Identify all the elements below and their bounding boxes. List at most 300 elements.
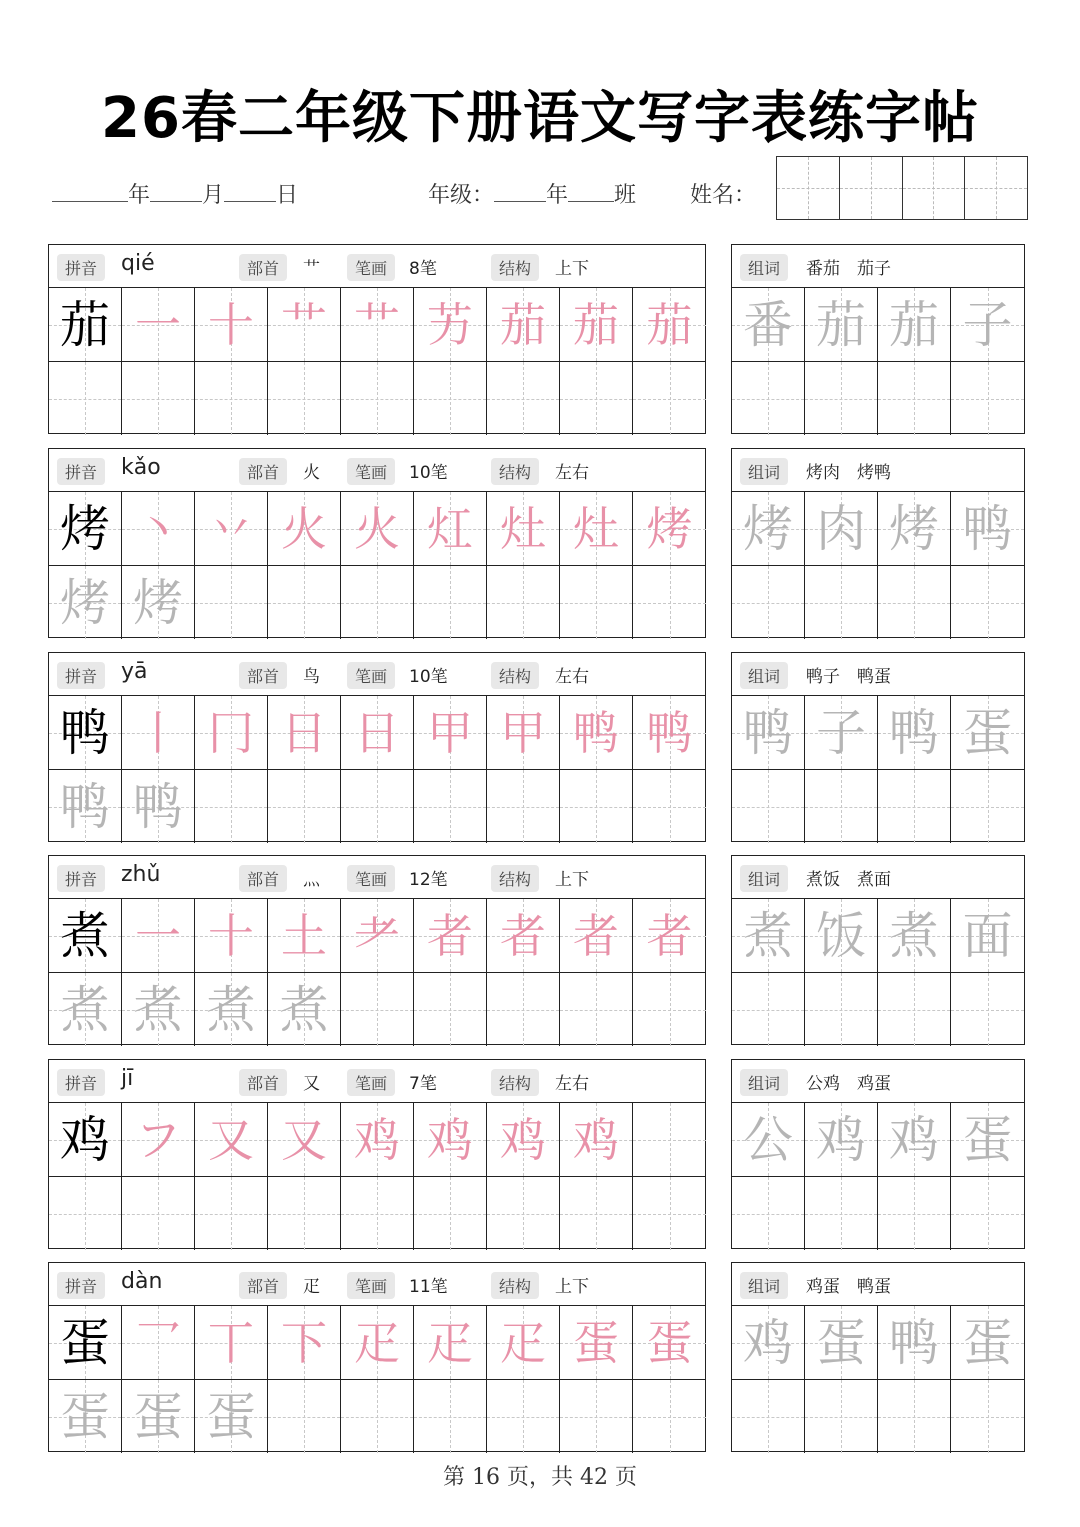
word-trace-cell[interactable] [732, 1306, 805, 1379]
practice-cell[interactable] [268, 1380, 341, 1453]
word-info-bar [732, 653, 1024, 696]
word-trace-cell[interactable] [878, 1103, 951, 1176]
stroke-step-cell[interactable] [633, 492, 706, 565]
practice-cell[interactable] [49, 973, 122, 1046]
model-char-glyph: 鸭 [60, 703, 110, 762]
practice-cell[interactable] [560, 1380, 633, 1453]
stroke-step-cell[interactable] [268, 899, 341, 972]
practice-cell[interactable] [487, 1177, 560, 1250]
word-info-bar [732, 449, 1024, 492]
stroke-step-cell[interactable] [341, 288, 414, 361]
word-practice-cell[interactable] [878, 770, 951, 843]
pinyin-tag: 拼音 [57, 1069, 105, 1096]
stroke-step-cell[interactable] [560, 899, 633, 972]
practice-cell[interactable] [414, 362, 487, 435]
practice-cell[interactable] [414, 1380, 487, 1453]
stroke-step-cell[interactable] [487, 288, 560, 361]
practice-cell[interactable] [268, 973, 341, 1046]
radical-tag: 部首 [239, 458, 287, 485]
char-info-bar [49, 245, 705, 288]
stroke-step-cell-glyph: 甲 [500, 705, 546, 760]
word-trace-cell-glyph: 鸡 [743, 1313, 793, 1372]
char-block-3 [48, 855, 706, 1045]
strokes-tag: 笔画 [347, 1069, 395, 1096]
practice-cell[interactable] [195, 1380, 268, 1453]
practice-cell[interactable] [414, 566, 487, 639]
structure-value: 左右 [555, 667, 589, 687]
words-tag: 组词 [740, 865, 788, 892]
stroke-step-cell[interactable] [487, 492, 560, 565]
practice-cell[interactable] [633, 1380, 706, 1453]
stroke-step-cell[interactable] [633, 696, 706, 769]
word-practice-cell[interactable] [951, 770, 1024, 843]
structure-value: 上下 [555, 259, 589, 279]
word-block-0 [731, 244, 1025, 434]
word-trace-cell-glyph: 公 [743, 1110, 793, 1169]
stroke-step-cell-glyph: 一 [135, 908, 181, 963]
word-info-bar [732, 1263, 1024, 1306]
stroke-step-cell-glyph: 艹 [281, 297, 327, 352]
word-trace-cell[interactable] [878, 899, 951, 972]
practice-cell[interactable] [487, 362, 560, 435]
word-block-3 [731, 855, 1025, 1045]
word-trace-cell[interactable] [805, 492, 878, 565]
practice-cell[interactable] [195, 362, 268, 435]
model-char [49, 696, 122, 769]
word-trace-cell-glyph: 蛋 [962, 703, 1013, 762]
words-tag: 组词 [740, 254, 788, 281]
stroke-step-cell[interactable] [122, 288, 195, 361]
stroke-step-cell-glyph: 一 [135, 297, 181, 352]
word-practice-cell[interactable] [805, 362, 878, 435]
words-tag: 组词 [740, 1272, 788, 1299]
stroke-step-cell[interactable] [414, 492, 487, 565]
month-label: 月 [202, 183, 225, 208]
class-blank[interactable] [568, 181, 614, 202]
stroke-step-cell[interactable] [195, 1306, 268, 1379]
stroke-step-cell[interactable] [341, 899, 414, 972]
stroke-step-cell-glyph: 丷 [208, 501, 254, 556]
char-block-4 [48, 1059, 706, 1249]
model-char-glyph: 烤 [60, 499, 110, 558]
pinyin-tag: 拼音 [57, 1272, 105, 1299]
stroke-step-cell-glyph: 又 [281, 1112, 327, 1167]
stroke-step-cell[interactable] [122, 1103, 195, 1176]
stroke-step-cell-glyph: 耂 [354, 908, 400, 963]
practice-cell[interactable] [122, 1380, 195, 1453]
words-tag: 组词 [740, 458, 788, 485]
practice-cell[interactable] [49, 770, 122, 843]
word-trace-cell[interactable] [805, 899, 878, 972]
stroke-step-cell-glyph: 火 [281, 501, 327, 556]
practice-cell[interactable] [487, 566, 560, 639]
model-char [49, 492, 122, 565]
word-trace-cell-glyph: 蛋 [962, 1313, 1013, 1372]
word-practice-cell[interactable] [732, 566, 805, 639]
practice-cell-glyph: 烤 [60, 573, 110, 632]
pinyin-value: jī [121, 1066, 134, 1091]
practice-cell[interactable] [268, 770, 341, 843]
stroke-step-cell[interactable] [487, 899, 560, 972]
word-trace-cell-glyph: 煮 [743, 906, 793, 965]
practice-cell-glyph: 煮 [279, 980, 329, 1039]
pinyin-tag: 拼音 [57, 254, 105, 281]
word-trace-cell[interactable] [805, 288, 878, 361]
word-trace-cell-glyph: 面 [962, 906, 1013, 965]
practice-cell[interactable] [487, 770, 560, 843]
stroke-step-cell-glyph: 下 [281, 1315, 327, 1370]
word-trace-cell[interactable] [878, 492, 951, 565]
word-info-bar [732, 245, 1024, 288]
stroke-step-cell[interactable] [341, 696, 414, 769]
words-value: 鸡蛋 鸭蛋 [806, 1277, 891, 1297]
practice-cell[interactable] [560, 566, 633, 639]
word-practice-cell[interactable] [732, 770, 805, 843]
stroke-step-cell-glyph: 丅 [208, 1315, 254, 1370]
pinyin-value: dàn [121, 1269, 163, 1294]
char-block-2 [48, 652, 706, 842]
word-trace-cell[interactable] [878, 696, 951, 769]
word-trace-cell[interactable] [951, 1103, 1024, 1176]
structure-tag: 结构 [491, 1272, 539, 1299]
model-char-glyph: 鸡 [60, 1110, 110, 1169]
strokes-tag: 笔画 [347, 1272, 395, 1299]
name-label: 姓名： [690, 183, 757, 208]
stroke-step-cell-glyph: 鸡 [573, 1112, 619, 1167]
stroke-step-cell[interactable] [268, 288, 341, 361]
strokes-value: 10笔 [409, 667, 448, 687]
practice-cell[interactable] [341, 1380, 414, 1453]
word-trace-cell[interactable] [805, 1103, 878, 1176]
grade-fields [428, 178, 636, 209]
word-trace-cell[interactable] [951, 1306, 1024, 1379]
word-trace-cell-glyph: 蛋 [962, 1110, 1013, 1169]
word-trace-cell[interactable] [951, 492, 1024, 565]
practice-cell[interactable] [195, 1177, 268, 1250]
stroke-step-cell[interactable] [414, 1103, 487, 1176]
word-practice-cell[interactable] [732, 1177, 805, 1250]
radical-value: 鸟 [303, 667, 320, 687]
word-practice-cell[interactable] [732, 362, 805, 435]
stroke-step-cell[interactable] [414, 696, 487, 769]
practice-cell[interactable] [268, 566, 341, 639]
stroke-step-cell[interactable] [341, 1306, 414, 1379]
strokes-tag: 笔画 [347, 458, 395, 485]
page-title: 26春二年级下册语文写字表练字帖 [101, 86, 979, 151]
radical-tag: 部首 [239, 1272, 287, 1299]
stroke-step-cell[interactable] [487, 1103, 560, 1176]
char-info-bar [49, 1263, 705, 1306]
practice-cell[interactable] [414, 1177, 487, 1250]
year-label: 年 [128, 183, 151, 208]
word-trace-cell-glyph: 子 [816, 703, 866, 762]
word-trace-cell[interactable] [732, 696, 805, 769]
word-block-4 [731, 1059, 1025, 1249]
word-trace-cell[interactable] [805, 1306, 878, 1379]
practice-cell[interactable] [49, 566, 122, 639]
word-practice-cell[interactable] [805, 566, 878, 639]
year-blank[interactable] [52, 181, 128, 202]
structure-value: 上下 [555, 1277, 589, 1297]
word-practice-cell[interactable] [732, 1380, 805, 1453]
practice-cell[interactable] [341, 973, 414, 1046]
word-practice-cell[interactable] [951, 1380, 1024, 1453]
word-trace-cell-glyph: 鸡 [889, 1110, 939, 1169]
stroke-step-cell-glyph: 乛 [135, 1315, 181, 1370]
stroke-step-cell[interactable] [122, 899, 195, 972]
words-value: 烤肉 烤鸭 [806, 463, 891, 483]
char-block-0 [48, 244, 706, 434]
day-label: 日 [276, 183, 299, 208]
words-tag: 组词 [740, 662, 788, 689]
stroke-step-cell-glyph: 灴 [427, 501, 473, 556]
stroke-step-cell[interactable] [195, 492, 268, 565]
stroke-step-cell[interactable] [414, 899, 487, 972]
practice-cell[interactable] [268, 362, 341, 435]
word-block-2 [731, 652, 1025, 842]
practice-cell[interactable] [122, 566, 195, 639]
word-trace-cell[interactable] [732, 1103, 805, 1176]
stroke-step-cell[interactable] [560, 1103, 633, 1176]
word-info-bar [732, 1060, 1024, 1103]
strokes-value: 12笔 [409, 870, 448, 890]
word-trace-cell-glyph: 饭 [816, 906, 866, 965]
char-info-bar [49, 1060, 705, 1103]
practice-cell-glyph: 煮 [60, 980, 110, 1039]
practice-cell[interactable] [560, 362, 633, 435]
word-practice-cell[interactable] [951, 1177, 1024, 1250]
practice-cell[interactable] [560, 1177, 633, 1250]
practice-cell[interactable] [195, 770, 268, 843]
practice-cell[interactable] [633, 770, 706, 843]
stroke-step-cell-glyph: 灶 [573, 501, 619, 556]
word-trace-cell[interactable] [805, 696, 878, 769]
page-footer: 第 16 页，共 42 页 [443, 1465, 637, 1490]
stroke-step-cell-glyph: 鸡 [500, 1112, 546, 1167]
stroke-step-cell[interactable] [633, 288, 706, 361]
practice-cell[interactable] [633, 566, 706, 639]
stroke-step-cell-glyph: 甲 [427, 705, 473, 760]
practice-cell[interactable] [633, 973, 706, 1046]
stroke-step-cell[interactable] [268, 1306, 341, 1379]
practice-cell[interactable] [122, 770, 195, 843]
pinyin-tag: 拼音 [57, 458, 105, 485]
word-trace-cell[interactable] [732, 288, 805, 361]
stroke-step-cell[interactable] [414, 1306, 487, 1379]
practice-cell[interactable] [487, 973, 560, 1046]
stroke-step-cell[interactable] [414, 288, 487, 361]
practice-cell[interactable] [341, 1177, 414, 1250]
word-trace-cell[interactable] [951, 288, 1024, 361]
stroke-step-cell[interactable] [633, 1306, 706, 1379]
grade-blank[interactable] [494, 181, 546, 202]
word-practice-cell[interactable] [878, 973, 951, 1046]
word-practice-cell[interactable] [805, 1177, 878, 1250]
stroke-step-cell[interactable] [633, 899, 706, 972]
practice-cell[interactable] [633, 362, 706, 435]
practice-cell[interactable] [195, 566, 268, 639]
class-label: 班 [614, 183, 637, 208]
stroke-step-cell-glyph: 十 [208, 908, 254, 963]
word-practice-cell[interactable] [951, 566, 1024, 639]
word-practice-cell[interactable] [805, 973, 878, 1046]
word-practice-cell[interactable] [805, 770, 878, 843]
stroke-step-cell-glyph: 茄 [646, 297, 693, 352]
model-char-glyph: 蛋 [60, 1313, 110, 1372]
strokes-tag: 笔画 [347, 865, 395, 892]
pinyin-value: zhǔ [121, 862, 161, 887]
stroke-step-cell[interactable] [195, 288, 268, 361]
stroke-step-cell-glyph: 疋 [427, 1315, 473, 1370]
stroke-step-cell[interactable] [122, 1306, 195, 1379]
stroke-step-cell[interactable] [122, 492, 195, 565]
practice-cell-glyph: 蛋 [206, 1387, 256, 1446]
strokes-value: 10笔 [409, 463, 448, 483]
structure-tag: 结构 [491, 1069, 539, 1096]
strokes-value: 11笔 [409, 1277, 448, 1297]
practice-cell[interactable] [341, 362, 414, 435]
stroke-step-cell-glyph: フ [135, 1112, 181, 1167]
strokes-tag: 笔画 [347, 662, 395, 689]
name-writing-box[interactable] [776, 156, 1028, 220]
stroke-step-cell[interactable] [195, 1103, 268, 1176]
stroke-step-cell[interactable] [268, 492, 341, 565]
stroke-step-cell[interactable] [268, 696, 341, 769]
word-practice-cell[interactable] [732, 973, 805, 1046]
pinyin-value: yā [121, 659, 148, 684]
model-char [49, 288, 122, 361]
strokes-value: 8笔 [409, 259, 437, 279]
word-practice-cell[interactable] [951, 362, 1024, 435]
stroke-step-cell-glyph: 灶 [500, 501, 546, 556]
stroke-step-cell[interactable] [195, 696, 268, 769]
pinyin-value: qié [121, 251, 155, 276]
practice-cell-glyph: 蛋 [60, 1387, 110, 1446]
word-trace-cell[interactable] [878, 288, 951, 361]
practice-cell[interactable] [487, 1380, 560, 1453]
stroke-step-cell[interactable] [195, 899, 268, 972]
stroke-step-cell[interactable] [341, 492, 414, 565]
stroke-step-cell[interactable] [487, 1306, 560, 1379]
stroke-step-cell-glyph: 艹 [354, 297, 400, 352]
practice-cell[interactable] [122, 1177, 195, 1250]
stroke-step-cell-glyph: 茄 [500, 297, 546, 352]
structure-tag: 结构 [491, 662, 539, 689]
practice-cell[interactable] [414, 770, 487, 843]
practice-cell[interactable] [560, 973, 633, 1046]
word-trace-cell[interactable] [732, 492, 805, 565]
structure-tag: 结构 [491, 458, 539, 485]
word-practice-cell[interactable] [878, 362, 951, 435]
practice-cell[interactable] [195, 973, 268, 1046]
day-blank[interactable] [224, 181, 276, 202]
stroke-step-cell[interactable] [560, 492, 633, 565]
radical-tag: 部首 [239, 662, 287, 689]
stroke-step-cell-glyph: 日 [281, 705, 327, 760]
word-trace-cell-glyph: 鸡 [816, 1110, 866, 1169]
stroke-step-cell[interactable] [633, 1103, 706, 1176]
practice-cell[interactable] [560, 770, 633, 843]
pinyin-value: kǎo [121, 455, 161, 480]
word-practice-cell[interactable] [805, 1380, 878, 1453]
stroke-step-cell-glyph: 者 [573, 908, 619, 963]
word-practice-cell[interactable] [951, 973, 1024, 1046]
practice-cell[interactable] [633, 1177, 706, 1250]
practice-cell[interactable] [341, 770, 414, 843]
word-trace-cell[interactable] [951, 899, 1024, 972]
practice-cell-glyph: 鸭 [133, 777, 183, 836]
word-trace-cell[interactable] [878, 1306, 951, 1379]
stroke-step-cell-glyph: 丶 [135, 501, 181, 556]
word-practice-cell[interactable] [878, 566, 951, 639]
word-block-5 [731, 1262, 1025, 1452]
char-info-bar [49, 856, 705, 899]
practice-cell[interactable] [49, 362, 122, 435]
practice-cell-glyph: 鸭 [60, 777, 110, 836]
word-trace-cell[interactable] [732, 899, 805, 972]
stroke-step-cell[interactable] [122, 696, 195, 769]
month-blank[interactable] [150, 181, 202, 202]
stroke-step-cell[interactable] [560, 696, 633, 769]
practice-cell[interactable] [49, 1177, 122, 1250]
stroke-step-cell-glyph: 又 [208, 1112, 254, 1167]
words-tag: 组词 [740, 1069, 788, 1096]
stroke-step-cell-glyph: 鸭 [646, 705, 693, 760]
radical-tag: 部首 [239, 865, 287, 892]
word-trace-cell-glyph: 烤 [743, 499, 793, 558]
radical-value: 火 [303, 463, 320, 483]
radical-value: 又 [303, 1074, 320, 1094]
date-fields [52, 178, 298, 209]
stroke-step-cell[interactable] [268, 1103, 341, 1176]
radical-value: 艹 [303, 259, 320, 279]
stroke-step-cell[interactable] [560, 288, 633, 361]
pinyin-tag: 拼音 [57, 662, 105, 689]
stroke-step-cell-glyph: 者 [427, 908, 473, 963]
pinyin-tag: 拼音 [57, 865, 105, 892]
stroke-step-cell-glyph: 丨 [135, 705, 181, 760]
word-info-bar [732, 856, 1024, 899]
word-practice-cell[interactable] [878, 1177, 951, 1250]
stroke-step-cell[interactable] [341, 1103, 414, 1176]
stroke-step-cell-glyph: 茄 [573, 297, 619, 352]
word-trace-cell[interactable] [951, 696, 1024, 769]
stroke-step-cell-glyph: 者 [646, 908, 693, 963]
practice-cell[interactable] [268, 1177, 341, 1250]
stroke-step-cell[interactable] [487, 696, 560, 769]
practice-cell[interactable] [341, 566, 414, 639]
words-value: 鸭子 鸭蛋 [806, 667, 891, 687]
stroke-step-cell-glyph: 蛋 [573, 1315, 619, 1370]
practice-cell[interactable] [122, 973, 195, 1046]
word-trace-cell-glyph: 烤 [889, 499, 939, 558]
practice-cell[interactable] [414, 973, 487, 1046]
word-trace-cell-glyph: 子 [962, 295, 1013, 354]
stroke-step-cell-glyph: 疋 [354, 1315, 400, 1370]
stroke-step-cell-glyph: 冂 [208, 705, 254, 760]
practice-cell[interactable] [122, 362, 195, 435]
radical-value: 疋 [303, 1277, 320, 1297]
stroke-step-cell[interactable] [560, 1306, 633, 1379]
practice-cell-glyph: 烤 [133, 573, 183, 632]
char-block-1 [48, 448, 706, 638]
word-practice-cell[interactable] [878, 1380, 951, 1453]
structure-tag: 结构 [491, 254, 539, 281]
practice-cell-glyph: 蛋 [133, 1387, 183, 1446]
practice-cell[interactable] [49, 1380, 122, 1453]
stroke-step-cell-glyph: 土 [281, 908, 327, 963]
stroke-step-cell-glyph: 鸭 [573, 705, 619, 760]
